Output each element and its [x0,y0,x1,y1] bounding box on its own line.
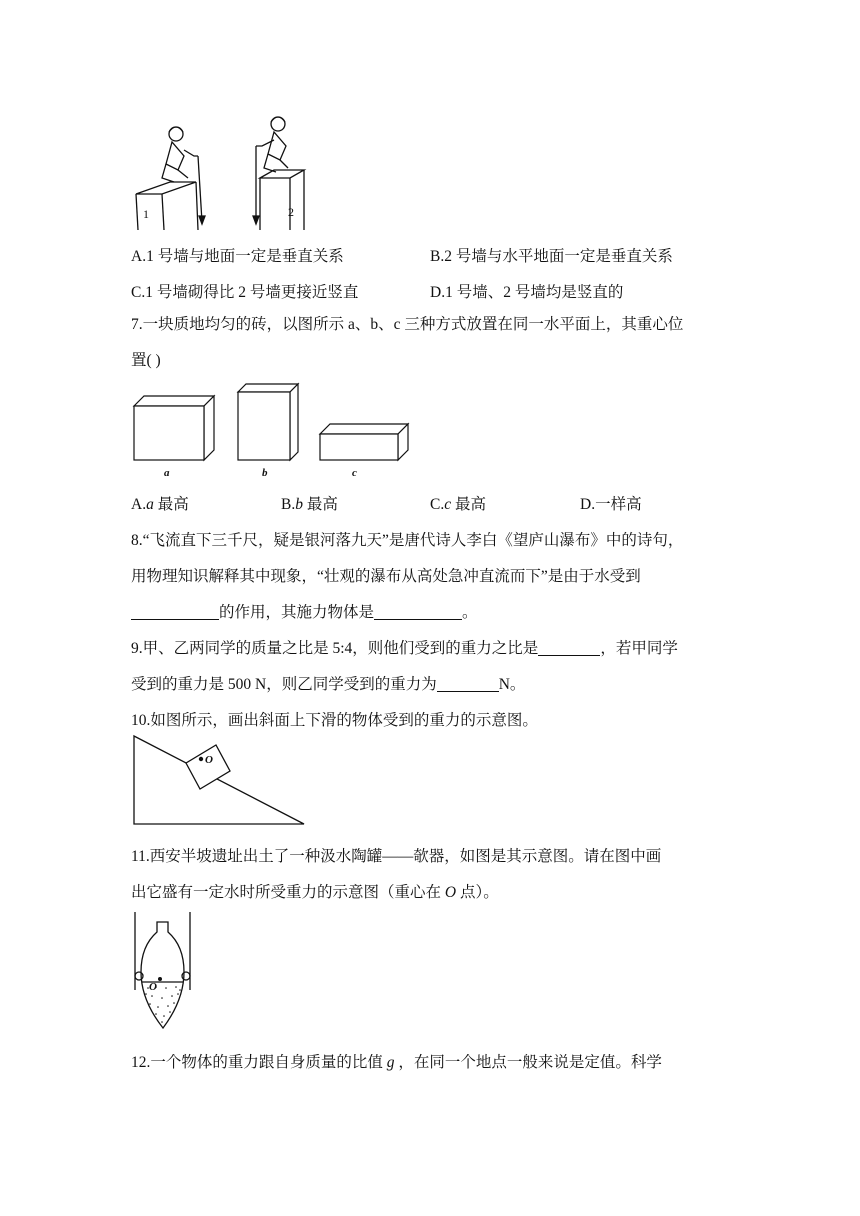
q7-option-d: D.一样高 [580,496,642,513]
q6-option-b: B.2 号墙与水平地面一定是垂直关系 [430,248,673,265]
q7-text-line-2: 置( ) [131,352,161,369]
q7-option-a: A.a 最高 [131,496,189,513]
q6-option-c: C.1 号墙砌得比 2 号墙更接近竖直 [131,284,359,301]
q7-text-line-1: 7.一块质地均匀的砖，以图所示 a、b、c 三种方式放置在同一水平面上，其重心位 [131,316,684,333]
brick-b-label: b [262,467,268,479]
brick-a-label: a [164,467,170,479]
wall-2-label: 2 [288,205,294,219]
q7-bricks-figure [130,380,420,480]
q8-text-line-2: 用物理知识解释其中现象，“壮观的瀑布从高处急冲直流而下”是由于水受到 [131,568,641,585]
q9-answer-blank-2[interactable] [437,675,499,692]
q10-center-label: O [205,754,213,766]
q7-option-c: C.c 最高 [430,496,486,513]
q8-text-line-1: 8.“飞流直下三千尺，疑是银河落九天”是唐代诗人李白《望庐山瀑布》中的诗句， [131,532,684,549]
q12-text-line-1: 12.一个物体的重力跟自身质量的比值 g ，在同一个地点一般来说是定值。科学 [131,1054,662,1071]
q9-answer-blank-1[interactable] [538,639,600,656]
q10-text: 10.如图所示，画出斜面上下滑的物体受到的重力的示意图。 [131,712,538,729]
q11-text-line-2: 出它盛有一定水时所受重力的示意图（重心在 O 点）。 [131,884,499,901]
q8-text-line-3: 的作用，其施力物体是 。 [131,603,478,623]
q10-incline-figure [128,734,310,828]
q11-text-line-1: 11.西安半坡遗址出土了一种汲水陶罐——欹器，如图是其示意图。请在图中画 [131,848,662,865]
q7-option-b: B.b 最高 [281,496,338,513]
q8-answer-blank-2[interactable] [374,603,462,620]
q8-answer-blank-1[interactable] [131,603,219,620]
brick-c-label: c [352,467,357,479]
q6-figure [128,112,328,232]
q9-text-line-2: 受到的重力是 500 N，则乙同学受到的重力为 N。 [131,676,526,693]
wall-1-label: 1 [143,207,149,221]
q9-text-line-1: 9.甲、乙两同学的质量之比是 5:4，则他们受到的重力之比是 ，若甲同学 [131,640,678,657]
q6-option-d: D.1 号墙、2 号墙均是竖直的 [430,284,624,301]
q6-option-a: A.1 号墙与地面一定是垂直关系 [131,248,344,265]
q11-center-label: O [149,981,157,993]
q11-vessel-figure [132,910,196,1034]
